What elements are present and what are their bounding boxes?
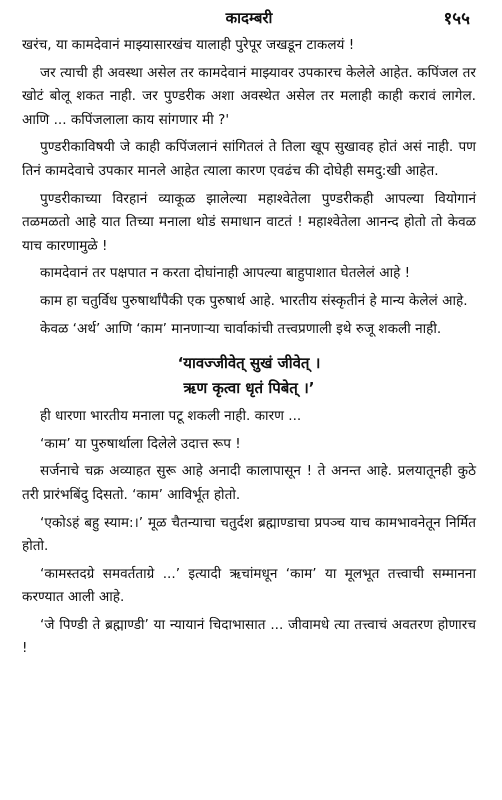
paragraph-4: पुण्डरीकाच्या विरहानं व्याकूळ झालेल्या महाश्वेतेला पुण्डरीकही आपल्या वियोगानं तळमळतो आहे यात तिच्या मनाला थोडं समाधान वाटतं ! महाश्वेतेला आनन्द होतो तो केवळ याच कारणामुळे ! [22,190,476,254]
page-header [22,0,476,34]
paragraph-2: जर त्याची ही अवस्था असेल तर कामदेवानं माझ्यावर उपकारच केलेले आहेत. कपिंजल तर खोटं बोलू शकत नाही. जर पुण्डरीक अशा अवस्थेत असेल तर मलाही काही करावं लागेल. आणि ... कपिंजलाला काय सांगणार मी ?' [22,64,476,128]
paragraph-11: ‘एकोऽहं बहु स्याम:।’ मूळ चैतन्याचा चतुर्दश ब्रह्माण्डाचा प्रपञ्च याच कामभावनेतून निर्मित होतो. [22,514,476,555]
running-title: कादम्बरी [225,9,273,27]
paragraph-9: ‘काम’ या पुरुषार्थाला दिलेले उदात्त रूप ! [40,435,241,452]
sanskrit-verse [22,351,476,401]
paragraph-3: पुण्डरीकाविषयी जे काही कपिंजलानं सांगितलं ते तिला खूप सुखावह होतं असं नाही. पण तिनं कामदेवाचे उपकार मानले आहेत त्याला कारण एवढंच की दोघेही समदु:खी आहेत. [22,139,476,179]
paragraph-1: खरंच, या कामदेवानं माझ्यासारखंच यालाही पुरेपूर जखडून टाकलयं ! [22,37,355,53]
paragraph-7: केवळ ‘अर्थ’ आणि ‘काम’ मानणाऱ्या चार्वाकांची तत्त्वप्रणाली इथे रुजू शकली नाही. [40,320,442,337]
paragraph-8: ही धारणा भारतीय मनाला पटू शकली नाही. कारण ... [40,408,302,425]
paragraph-5: कामदेवानं तर पक्षपात न करता दोघांनाही आपल्या बाहुपाशात घेतलेलं आहे ! [40,265,411,282]
verse-line-1: ‘यावज्जीवेत् सुखं जीवेत् । [177,354,321,373]
verse-line-2: ऋण कृत्वा धृतं पिबेत् ।’ [183,379,315,398]
page-number: १५५ [443,9,470,29]
paragraph-13: ‘जे पिण्डी ते ब्रह्माण्डी’ या न्यायानं चिदाभासात ... जीवामधे त्या तत्त्वाचं अवतरण होणारच ! [22,616,476,657]
paragraph-12: ‘कामस्तदग्रे समवर्तताग्रे ...’ इत्यादी ऋचांमधून ‘काम’ या मूलभूत तत्त्वाची सम्मानना करण्यात आली आहे. [22,565,476,606]
page-body [22,34,476,665]
paragraph-6: काम हा चतुर्विध पुरुषार्थांपैकी एक पुरुषार्थ आहे. भारतीय संस्कृतीनं हे मान्य केलेलं आहे. [40,292,468,309]
paragraph-10: सर्जनाचे चक्र अव्याहत सुरू आहे अनादी कालापासून ! ते अनन्त आहे. प्रलयातूनही कुठे तरी प्रारंभबिंदु दिसतो. ‘काम’ आविर्भूत होतो. [22,463,476,503]
